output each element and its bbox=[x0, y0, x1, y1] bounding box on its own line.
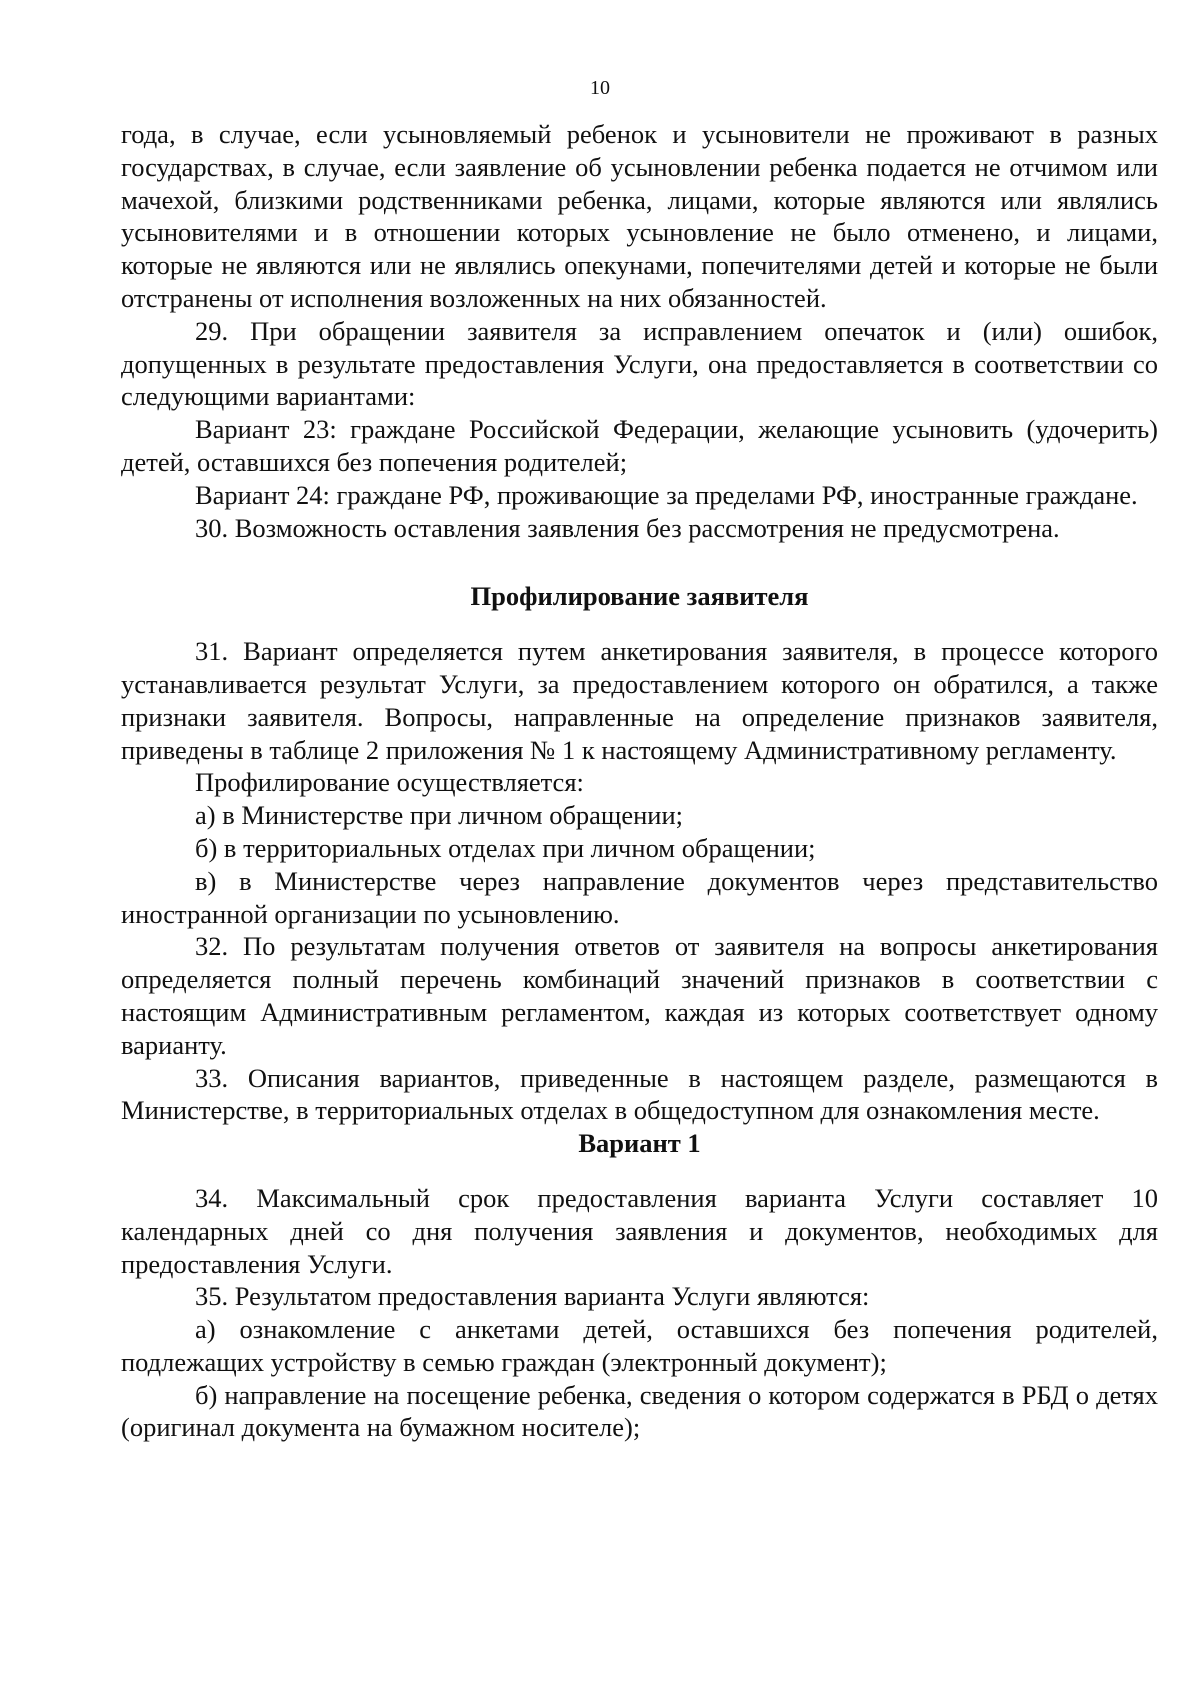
paragraph-variant-23: Вариант 23: граждане Российской Федерации, желающие усыновить (удочерить) детей, оставшихся без попечения родителей; bbox=[121, 414, 1158, 477]
list-item-b-result: б) направление на посещение ребенка, сведения о котором содержатся в РБД о детях (оригинал документа на бумажном носителе); bbox=[121, 1379, 1158, 1443]
paragraph-variant-24: Вариант 24: граждане РФ, проживающие за пределами РФ, иностранные граждане. bbox=[195, 479, 1138, 510]
paragraph-35: 35. Результатом предоставления варианта Услуги являются: bbox=[195, 1281, 870, 1312]
paragraph-continuation: года, в случае, если усыновляемый ребенок и усыновители не проживают в разных государствах, в случае, если заявление об усыновлении ребенка подается не отчимом или мачехой, близкими родственниками ребенка, лицами, которые являются или являлись усыновителями и в отношении которых усыновление не было отменено, и лицами, которые не являются или не являлись опекунами, попечителями детей и которые не были отстранены от исполнения возложенных на них обязанностей. bbox=[121, 119, 1158, 313]
paragraph-31: 31. Вариант определяется путем анкетирования заявителя, в процессе которого устанавливается результат Услуги, за предоставлением которого он обратился, а также признаки заявителя. Вопросы, направленные на определение признаков заявителя, приведены в таблице 2 приложения № 1 к настоящему Административному регламенту. bbox=[121, 636, 1158, 765]
paragraph-33: 33. Описания вариантов, приведенные в настоящем разделе, размещаются в Министерстве, в территориальных отделах в общедоступном для ознакомления месте. bbox=[121, 1062, 1158, 1126]
list-item-a-result: а) ознакомление с анкетами детей, оставшихся без попечения родителей, подлежащих устройству в семью граждан (электронный документ); bbox=[121, 1314, 1158, 1377]
list-item-b: б) в территориальных отделах при личном обращении; bbox=[195, 832, 816, 863]
section-heading-profiling: Профилирование заявителя bbox=[470, 581, 809, 612]
section-heading-variant-1: Вариант 1 bbox=[578, 1128, 701, 1159]
document-body bbox=[121, 118, 1158, 1444]
paragraph-29: 29. При обращении заявителя за исправлением опечаток и (или) ошибок, допущенных в результате предоставления Услуги, она предоставляется в соответствии со следующими вариантами: bbox=[121, 315, 1158, 412]
page-number: 10 bbox=[590, 77, 610, 99]
paragraph-profiling-intro: Профилирование осуществляется: bbox=[195, 767, 584, 798]
paragraph-34: 34. Максимальный срок предоставления варианта Услуги составляет 10 календарных дней со дня получения заявления и документов, необходимых для предоставления Услуги. bbox=[121, 1182, 1158, 1279]
list-item-a: а) в Министерстве при личном обращении; bbox=[195, 800, 684, 831]
paragraph-30: 30. Возможность оставления заявления без рассмотрения не предусмотрена. bbox=[195, 512, 1060, 543]
paragraph-32: 32. По результатам получения ответов от заявителя на вопросы анкетирования определяется полный перечень комбинаций значений признаков в соответствии с настоящим Административным регламентом, каждая из которых соответствует одному варианту. bbox=[121, 931, 1158, 1060]
list-item-v: в) в Министерстве через направление документов через представительство иностранной организации по усыновлению. bbox=[121, 865, 1158, 929]
